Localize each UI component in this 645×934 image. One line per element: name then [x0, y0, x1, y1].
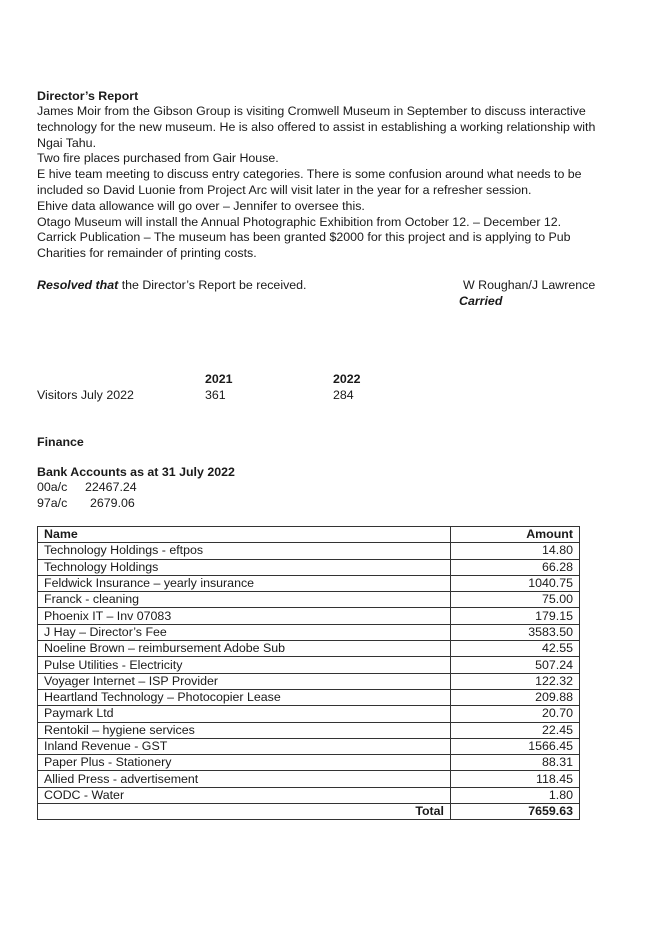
carried-label: Carried	[459, 293, 503, 308]
payment-amount: 20.70	[451, 706, 580, 722]
table-row	[38, 673, 580, 689]
payee-name: Allied Press - advertisement	[38, 771, 451, 787]
payment-amount: 75.00	[451, 592, 580, 608]
payment-amount: 209.88	[451, 689, 580, 705]
account-name: 00a/c	[37, 480, 68, 494]
payee-name: Heartland Technology – Photocopier Lease	[38, 689, 451, 705]
report-paragraph: E hive team meeting to discuss entry categories. There is some confusion around what needs to be included so David Luonie from Project Arc will visit later in the year for a refresher session.	[37, 167, 582, 197]
payee-name: J Hay – Director’s Fee	[38, 624, 451, 640]
payee-name: Technology Holdings	[38, 559, 451, 575]
table-row	[38, 575, 580, 591]
payee-name: Paymark Ltd	[38, 706, 451, 722]
column-header-amount: Amount	[451, 527, 580, 543]
resolved-lead: Resolved that	[37, 277, 119, 292]
payment-amount: 122.32	[451, 673, 580, 689]
column-header-name: Name	[38, 527, 451, 543]
payee-name: Pulse Utilities - Electricity	[38, 657, 451, 673]
payee-name: Voyager Internet – ISP Provider	[38, 673, 451, 689]
payee-name: Technology Holdings - eftpos	[38, 543, 451, 559]
total-amount: 7659.63	[451, 804, 580, 820]
visitors-header-row	[37, 372, 437, 388]
resolution	[37, 278, 612, 312]
visitors-value-1: 361	[205, 388, 226, 402]
table-row	[38, 738, 580, 754]
table-header-row	[38, 527, 580, 543]
visitors-year-2: 2022	[333, 372, 361, 386]
payment-amount: 1566.45	[451, 738, 580, 754]
visitors-data-row	[37, 388, 437, 404]
visitors-value-2: 284	[333, 388, 354, 402]
payee-name: Franck - cleaning	[38, 592, 451, 608]
table-row	[38, 722, 580, 738]
table-total-row	[38, 804, 580, 820]
report-paragraph: Carrick Publication – The museum has been granted $2000 for this project and is applying to Pub Charities for remainder of printing costs.	[37, 230, 571, 261]
table-row	[38, 559, 580, 575]
table-row	[38, 608, 580, 624]
movers: W Roughan/J Lawrence	[463, 277, 596, 292]
payment-amount: 1040.75	[451, 575, 580, 591]
table-row	[38, 657, 580, 673]
table-row	[38, 641, 580, 657]
resolution-text	[37, 278, 307, 292]
account-amount: 22467.24	[85, 480, 137, 494]
bank-accounts-heading: Bank Accounts as at 31 July 2022	[37, 465, 235, 479]
table-row	[38, 689, 580, 705]
table-row	[38, 592, 580, 608]
table-body	[38, 543, 580, 820]
payment-amount: 88.31	[451, 755, 580, 771]
table-row	[38, 706, 580, 722]
account-amount: 2679.06	[90, 496, 135, 510]
payee-name: Inland Revenue - GST	[38, 738, 451, 754]
payment-amount: 179.15	[451, 608, 580, 624]
report-paragraph: Otago Museum will install the Annual Photographic Exhibition from October 12. – December 12.	[37, 214, 562, 229]
payment-amount: 66.28	[451, 559, 580, 575]
payment-amount: 1.80	[451, 787, 580, 803]
document-page	[37, 88, 612, 819]
bank-account-row	[37, 480, 235, 496]
payment-amount: 42.55	[451, 641, 580, 657]
payee-name: Feldwick Insurance – yearly insurance	[38, 575, 451, 591]
finance-heading: Finance	[37, 435, 84, 449]
payee-name: Phoenix IT – Inv 07083	[38, 608, 451, 624]
visitors-year-1: 2021	[205, 372, 233, 386]
payment-amount: 14.80	[451, 543, 580, 559]
payee-name: Paper Plus - Stationery	[38, 755, 451, 771]
visitors-label: Visitors July 2022	[37, 388, 134, 402]
payments-table	[37, 526, 580, 820]
table-row	[38, 787, 580, 803]
total-label: Total	[38, 804, 451, 820]
bank-account-row	[37, 496, 235, 512]
table-row	[38, 543, 580, 559]
resolved-rest: the Director’s Report be received.	[118, 277, 307, 292]
table-row	[38, 755, 580, 771]
payee-name: Rentokil – hygiene services	[38, 722, 451, 738]
report-paragraph: Ehive data allowance will go over – Jennifer to oversee this.	[37, 198, 365, 213]
report-paragraph: James Moir from the Gibson Group is visiting Cromwell Museum in September to discuss interactive technology for the new museum. He is also offered to assist in establishing a working relationship with Ngai Tahu.	[37, 104, 596, 150]
payment-amount: 22.45	[451, 722, 580, 738]
table-row	[38, 624, 580, 640]
payee-name: Noeline Brown – reimbursement Adobe Sub	[38, 641, 451, 657]
payment-amount: 118.45	[451, 771, 580, 787]
bank-accounts	[37, 464, 235, 512]
payment-amount: 507.24	[451, 657, 580, 673]
account-name: 97a/c	[37, 496, 68, 510]
report-paragraph: Two fire places purchased from Gair House.	[37, 151, 279, 166]
directors-report-heading: Director’s Report	[37, 89, 139, 103]
table-row	[38, 771, 580, 787]
payment-amount: 3583.50	[451, 624, 580, 640]
visitors-section	[37, 372, 437, 404]
payee-name: CODC - Water	[38, 787, 451, 803]
